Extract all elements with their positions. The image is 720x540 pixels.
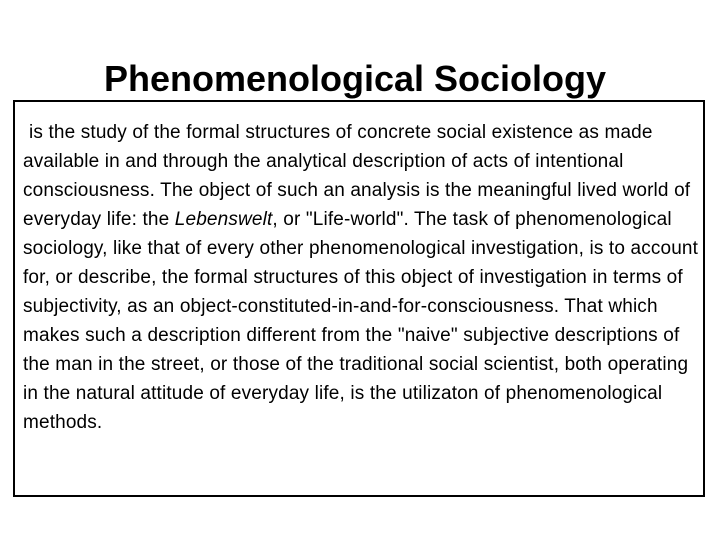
definition-box [13, 100, 705, 497]
definition-paragraph [23, 118, 703, 437]
definition-text-part-2: , or "Life-world". The task of phenomenological sociology, like that of every other phenomenological investigation, is to account for, or describe, the formal structures of this object of investigation in terms of subjectivity, as an object-constituted-in-and-for-consciousness. That which makes such a description different from the "naive" subjective descriptions of the man in the street, or those of the traditional social scientist, both operating in the natural attitude of everyday life, is the utilizaton of phenomenological methods. [23, 209, 699, 433]
slide-title: Phenomenological Sociology [103, 58, 607, 100]
lebenswelt-term: Lebenswelt [174, 209, 273, 230]
definition-text-part-1: is the study of the formal structures of concrete social existence as made available in and through the analytical description of acts of intentional consciousness. The object of such an analysis is the meaningful lived world of everyday life: the [23, 122, 691, 230]
